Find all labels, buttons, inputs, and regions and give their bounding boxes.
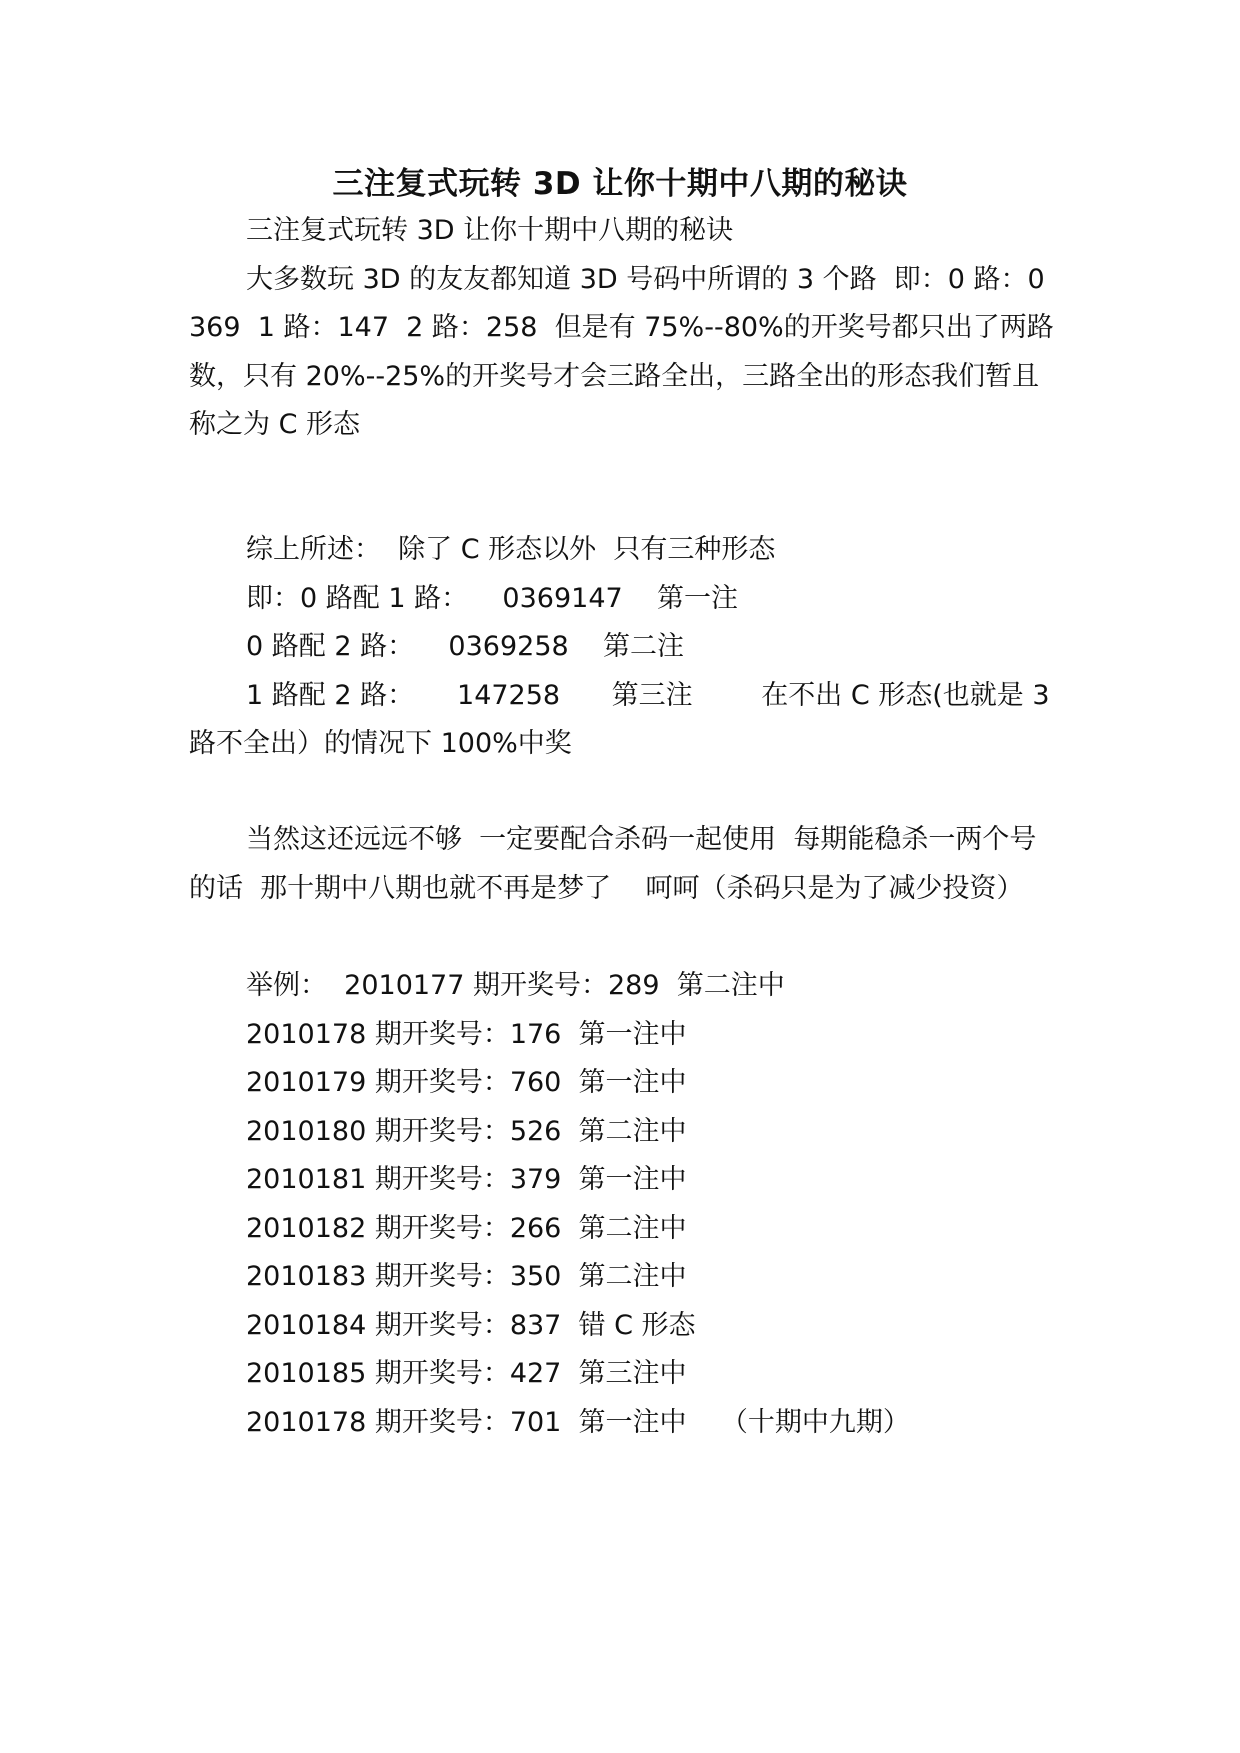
subtitle-paragraph: 三注复式玩转 3D 让你十期中八期的秘诀 xyxy=(246,215,734,246)
examples-section xyxy=(189,962,1059,1447)
example-line: 2010185 期开奖号：427 第三注中 xyxy=(246,1358,687,1389)
document-body xyxy=(189,207,1059,450)
example-line: 2010182 期开奖号：266 第二注中 xyxy=(246,1212,687,1244)
example-line: 2010180 期开奖号：526 第二注中 xyxy=(246,1115,687,1147)
example-line: 2010181 期开奖号：379 第一注中 xyxy=(246,1164,687,1195)
combos-section xyxy=(189,526,1059,769)
intro-paragraph: 大多数玩 3D 的友友都知道 3D 号码中所谓的 3 个路 即：0 路：0369 1 路：147 2 路：258 但是有 75%--80%的开奖号都只出了两路数，只有 20%--25%的开奖号才会三路全出，三路全出的形态我们暂且称之为 C 形态 xyxy=(189,263,1054,440)
note-paragraph: 当然这还远远不够 一定要配合杀码一起使用 每期能稳杀一两个号的话 那十期中八期也就不再是梦了 呵呵（杀码只是为了减少投资） xyxy=(189,824,1037,904)
example-line: 2010184 期开奖号：837 错 C 形态 xyxy=(246,1309,696,1341)
example-line: 2010179 期开奖号：760 第一注中 xyxy=(246,1067,687,1098)
combo-line-2: 0 路配 2 路： 0369258 第二注 xyxy=(246,631,685,662)
note-section xyxy=(189,816,1059,913)
combo-line-1: 即：0 路配 1 路： 0369147 第一注 xyxy=(246,582,739,614)
example-line: 2010178 期开奖号：701 第一注中 （十期中九期） xyxy=(246,1406,910,1438)
example-line: 2010183 期开奖号：350 第二注中 xyxy=(246,1261,687,1292)
combo-line-3: 1 路配 2 路： 147258 第三注 在不出 C 形态(也就是 3 路不全出）的情况下 100%中奖 xyxy=(189,679,1059,759)
example-line: 2010178 期开奖号：176 第一注中 xyxy=(246,1018,687,1050)
summary-paragraph: 综上所述： 除了 C 形态以外 只有三种形态 xyxy=(246,534,776,565)
document-title: 三注复式玩转 3D 让你十期中八期的秘诀 xyxy=(332,166,908,202)
example-line: 举例： 2010177 期开奖号：289 第二注中 xyxy=(246,970,785,1001)
